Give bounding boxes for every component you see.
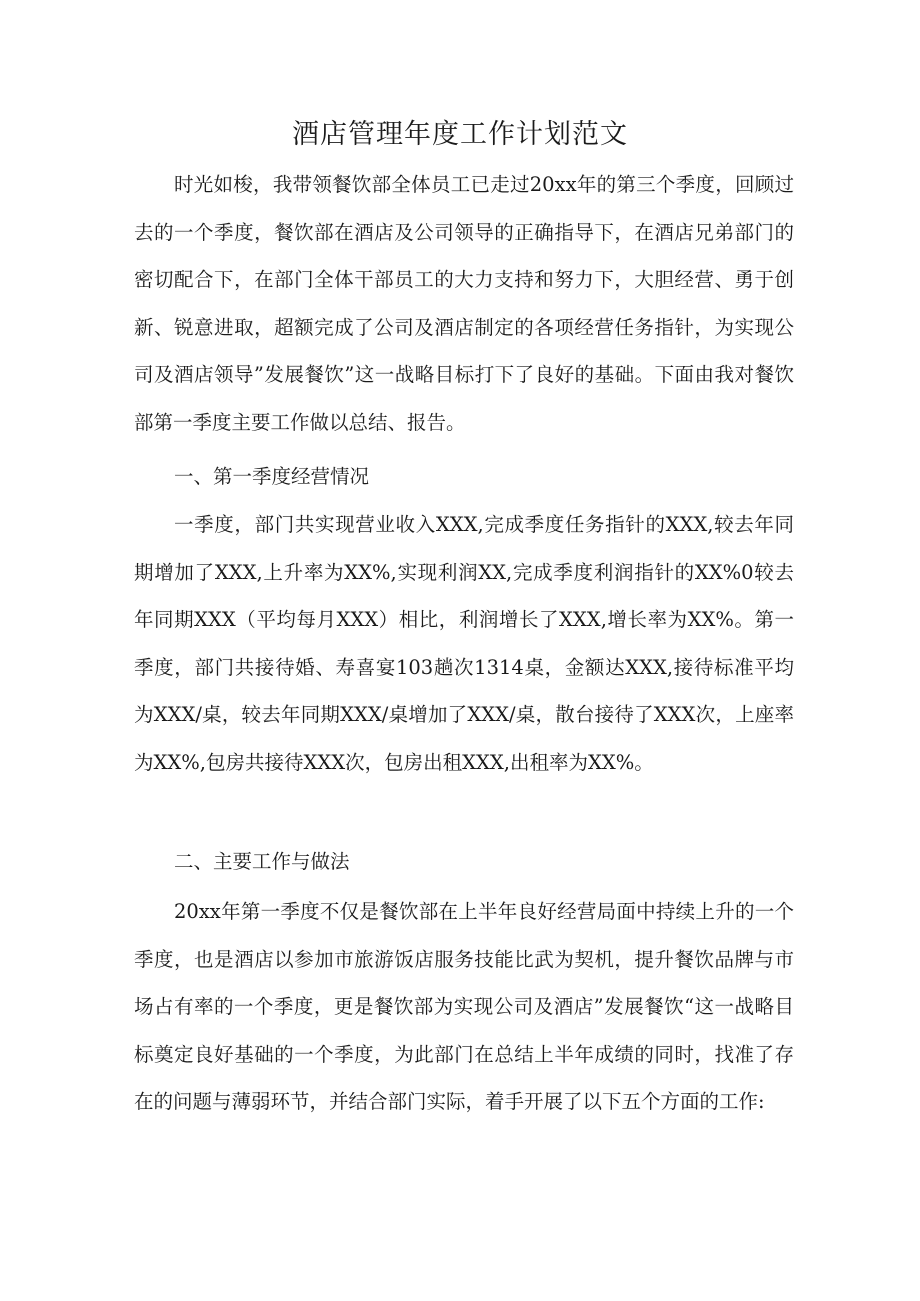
document-title: 酒店管理年度工作计划范文 xyxy=(292,119,628,150)
section1-paragraph: 一季度，部门共实现营业收入XXX,完成季度任务指针的XXX,较去年同期增加了XXX,上升率为XX%,实现利润XX,完成季度利润指针的XX%0较去年同期XXX（平均每月XXX）相比，利润增长了XXX,增长率为XX%。第一季度，部门共接待婚、寿喜宴103趟次1314桌，金额达XXX,接待标准平均为XXX/桌，较去年同期XXX/桌增加了XXX/桌，散台接待了XXX次，上座率为XX%,包房共接待XXX次，包房出租XXX,出租率为XX%。 xyxy=(134,513,794,774)
section2-heading: 二、主要工作与做法 xyxy=(174,850,350,873)
intro-paragraph: 时光如梭，我带领餐饮部全体员工已走过20xx年的第三个季度，回顾过去的一个季度，餐饮部在酒店及公司领导的正确指导下，在酒店兄弟部门的密切配合下，在部门全体干部员工的大力支持和努力下，大胆经营、勇于创新、锐意进取，超额完成了公司及酒店制定的各项经营任务指针，为实现公司及酒店领导”发展餐饮”这一战略目标打下了良好的基础。下面由我对餐饮部第一季度主要工作做以总结、报告。 xyxy=(134,173,794,434)
section2-paragraph: 20xx年第一季度不仅是餐饮部在上半年良好经营局面中持续上升的一个季度，也是酒店以参加市旅游饭店服务技能比武为契机，提升餐饮品牌与市场占有率的一个季度，更是餐饮部为实现公司及酒店”发展餐饮“这一战略目标奠定良好基础的一个季度，为此部门在总结上半年成绩的同时，找准了存在的问题与薄弱环节，并结合部门实际，着手开展了以下五个方面的工作: xyxy=(134,900,794,1113)
section1-heading: 一、第一季度经营情况 xyxy=(174,465,370,488)
